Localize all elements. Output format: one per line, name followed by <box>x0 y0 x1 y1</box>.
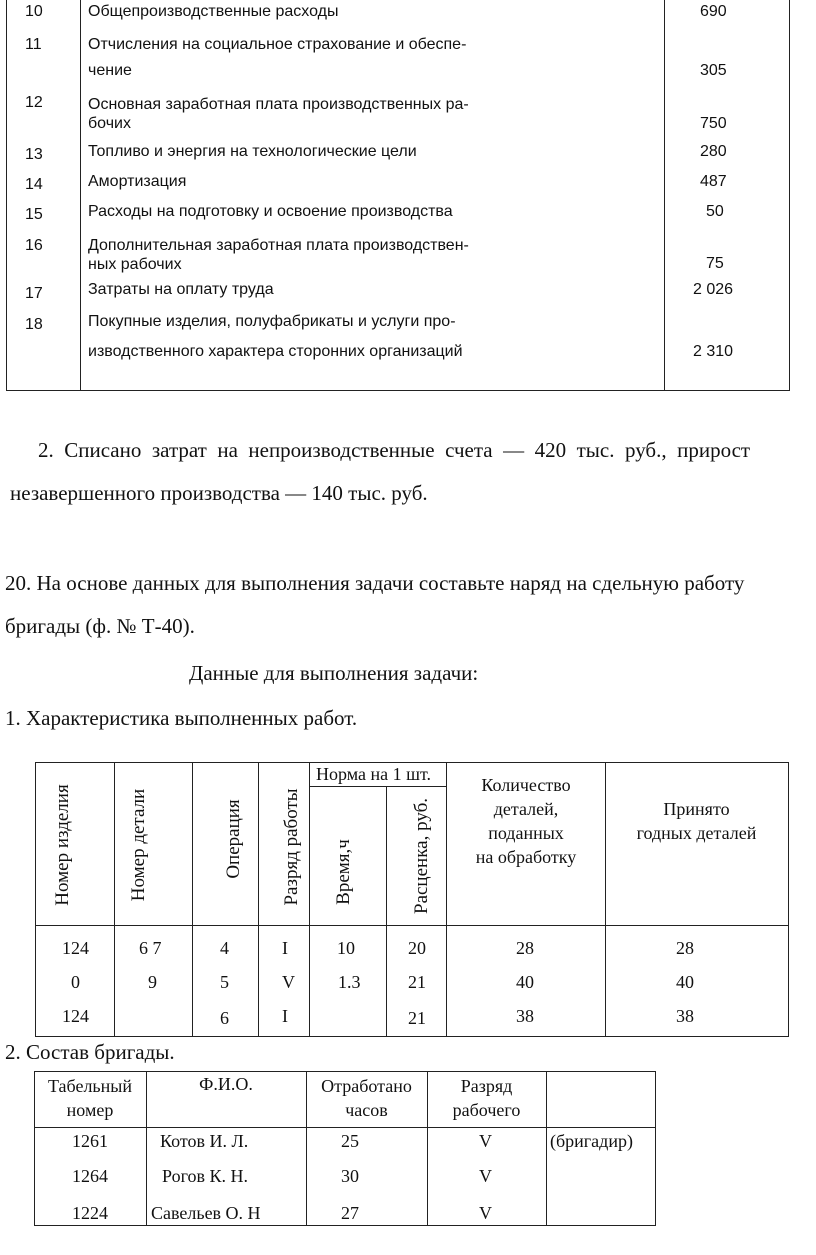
cost-item-name-cont: изводственного характера сторонних организаций <box>88 343 463 360</box>
cell-hours: 27 <box>341 1203 359 1223</box>
cell-grade: V <box>479 1203 492 1223</box>
cost-item-value: 750 <box>700 115 727 132</box>
cell-part: 6 7 <box>139 938 162 958</box>
paragraph-writeoff-cont: незавершенного производства — 140 тыс. руб. <box>10 481 428 505</box>
cell-qty: 40 <box>516 972 534 992</box>
section-1-heading: 1. Характеристика выполненных работ. <box>5 706 358 730</box>
cost-item-name-cont: ных рабочих <box>88 256 182 273</box>
header-hours: Отработано часов <box>321 1076 412 1120</box>
row-number: 13 <box>25 146 43 163</box>
cell-time: 10 <box>337 938 355 958</box>
cell-note: (бригадир) <box>550 1131 633 1151</box>
cost-item-value: 305 <box>700 62 727 79</box>
cost-item-value: 487 <box>700 173 727 190</box>
cell-qty: 28 <box>516 938 534 958</box>
cost-item-name: Общепроизводственные расходы <box>88 3 339 20</box>
cell-product: 124 <box>62 1006 89 1026</box>
cost-item-value: 2 026 <box>693 281 734 298</box>
header-tab-number: Табельный номер <box>48 1076 132 1120</box>
cost-item-value: 690 <box>700 3 727 20</box>
row-number: 17 <box>25 285 43 302</box>
row-number: 16 <box>25 237 43 254</box>
cell-grade: V <box>479 1131 492 1151</box>
cell-qty: 38 <box>516 1006 534 1026</box>
cell-product: 0 <box>71 972 80 992</box>
cell-grade: I <box>282 1006 288 1026</box>
cost-item-value: 50 <box>706 203 724 220</box>
cell-time: 1.3 <box>338 972 361 992</box>
cost-item-name: Отчисления на социальное страхование и обеспе- <box>88 36 467 53</box>
cell-name: Савельев О. Н <box>151 1203 261 1223</box>
cell-hours: 30 <box>341 1166 359 1186</box>
cell-tab: 1224 <box>72 1203 108 1223</box>
cell-operation: 5 <box>220 972 229 992</box>
cell-accepted: 38 <box>676 1006 694 1026</box>
cell-tab: 1261 <box>72 1131 108 1151</box>
task-20-text-cont: бригады (ф. № Т-40). <box>5 614 195 638</box>
cost-item-name: Дополнительная заработная плата производствен- <box>88 237 469 254</box>
cost-item-name: Основная заработная плата производственных ра- <box>88 96 469 113</box>
cell-grade: I <box>282 938 288 958</box>
section-2-heading: 2. Состав бригады. <box>5 1040 175 1064</box>
row-number: 12 <box>25 94 43 111</box>
header-work-grade: Разряд работы <box>281 788 302 906</box>
cell-operation: 4 <box>220 938 229 958</box>
cell-grade: V <box>282 972 295 992</box>
cell-accepted: 40 <box>676 972 694 992</box>
row-number: 18 <box>25 316 43 333</box>
row-number: 10 <box>25 3 43 20</box>
cost-item-name-cont: бочих <box>88 115 131 132</box>
cell-part: 9 <box>148 972 157 992</box>
cell-accepted: 28 <box>676 938 694 958</box>
paragraph-writeoff: 2. Списано затрат на непроизводственные счета — 420 тыс. руб., прирост <box>38 438 751 462</box>
header-quantity: Количество деталей, поданных на обработку <box>475 775 577 867</box>
cell-rate: 20 <box>408 938 426 958</box>
task-20-text: 20. На основе данных для выполнения задачи составьте наряд на сдельную работу <box>5 571 745 595</box>
cost-item-name-cont: чение <box>88 62 132 79</box>
header-product-number: Номер изделия <box>52 784 73 906</box>
row-number: 14 <box>25 176 43 193</box>
cell-name: Рогов К. Н. <box>162 1166 249 1186</box>
cost-item-name: Затраты на оплату труда <box>88 281 274 298</box>
cost-item-name: Расходы на подготовку и освоение производства <box>88 203 453 220</box>
cell-rate: 21 <box>408 972 426 992</box>
data-heading: Данные для выполнения задачи: <box>189 661 479 685</box>
cell-product: 124 <box>62 938 89 958</box>
cost-item-value: 280 <box>700 143 727 160</box>
cost-item-value: 2 310 <box>693 343 734 360</box>
header-time: Время,ч <box>333 839 354 905</box>
header-norm: Норма на 1 шт. <box>316 764 431 784</box>
header-name: Ф.И.О. <box>199 1074 253 1094</box>
cell-grade: V <box>479 1166 492 1186</box>
cost-item-value: 75 <box>706 255 724 272</box>
row-number: 11 <box>25 36 42 53</box>
header-accepted: Принято годных деталей <box>636 799 757 843</box>
cell-rate: 21 <box>408 1008 426 1028</box>
row-number: 15 <box>25 206 43 223</box>
header-operation: Операция <box>223 799 244 879</box>
header-worker-grade: Разряд рабочего <box>452 1076 521 1120</box>
cell-tab: 1264 <box>72 1166 108 1186</box>
cost-item-name: Топливо и энергия на технологические цели <box>88 143 417 160</box>
header-rate: Расценка, руб. <box>411 798 432 914</box>
cell-name: Котов И. Л. <box>160 1131 249 1151</box>
header-part-number: Номер детали <box>128 788 149 902</box>
cell-operation: 6 <box>220 1008 229 1028</box>
cost-item-name: Покупные изделия, полуфабрикаты и услуги про- <box>88 313 456 330</box>
cost-item-name: Амортизация <box>88 173 187 190</box>
cell-hours: 25 <box>341 1131 359 1151</box>
